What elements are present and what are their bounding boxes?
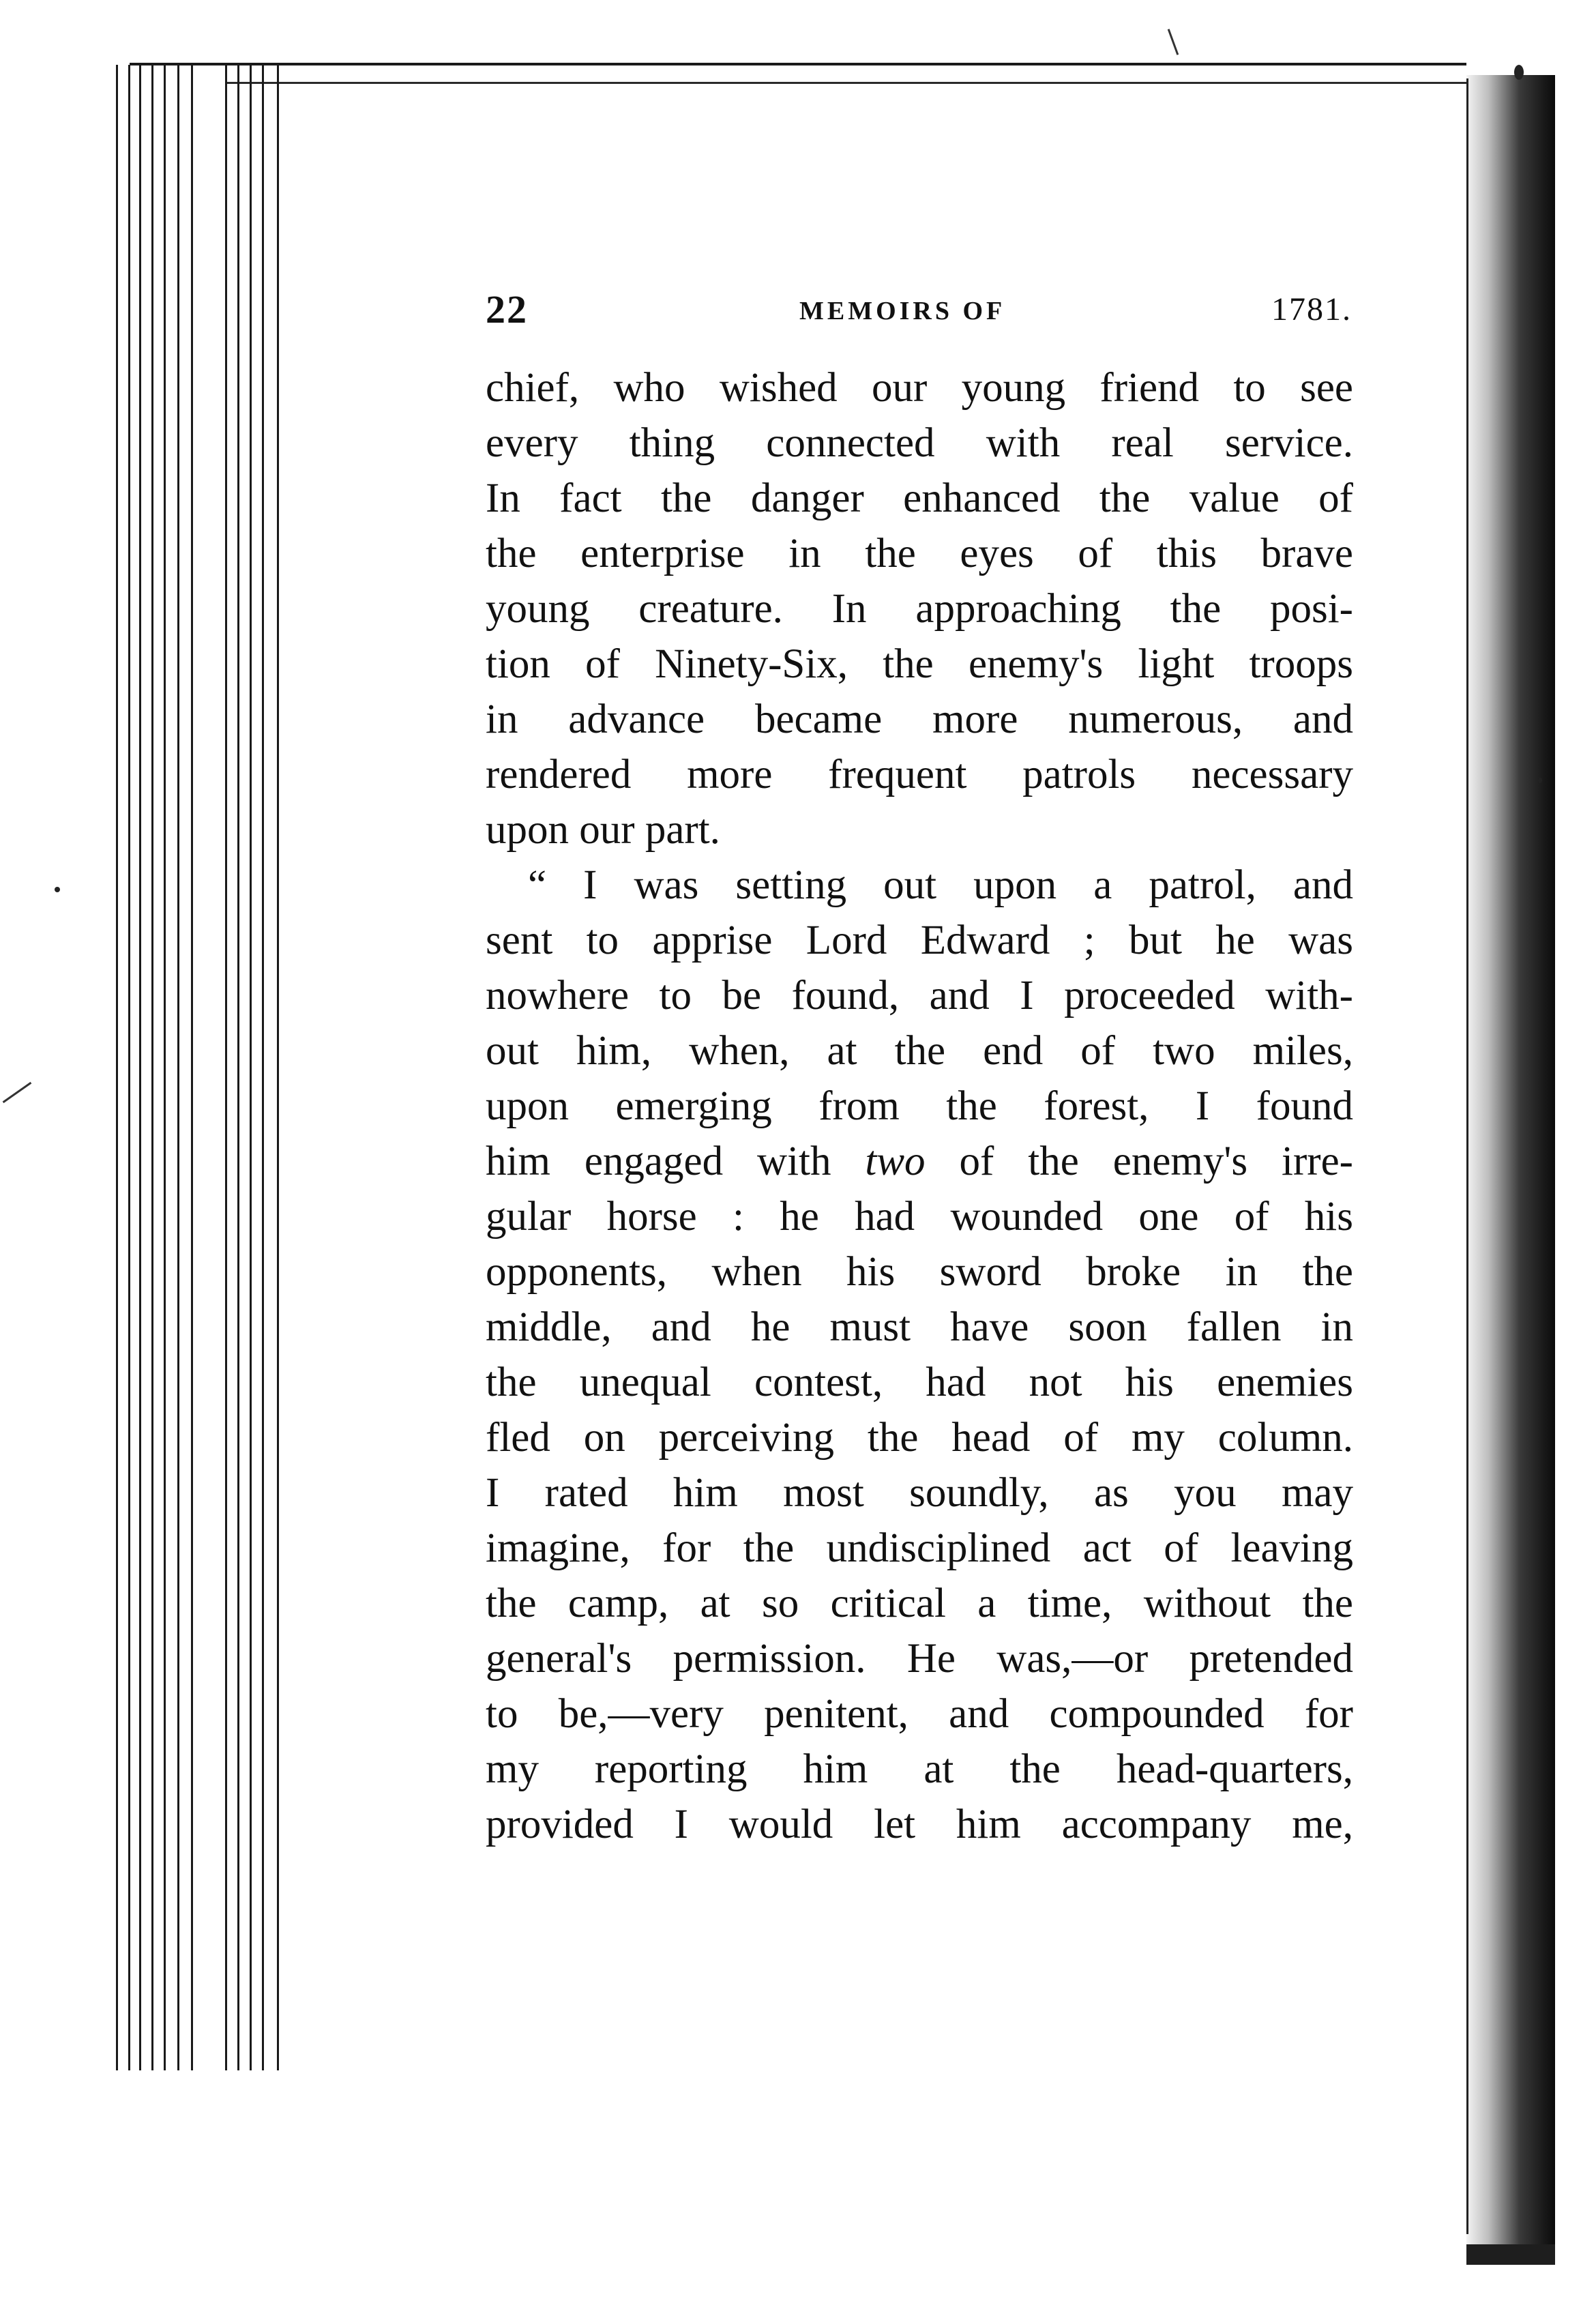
text-line: provided I would let him accompany me, xyxy=(486,1802,1353,1847)
page-top-edge xyxy=(130,63,1466,65)
binding-shadow xyxy=(1466,75,1555,2244)
text-line-with-italic xyxy=(486,1134,1353,1189)
line-segment: him engaged with xyxy=(486,1139,866,1184)
text-line: sent to apprise Lord Edward ; but he was xyxy=(486,918,1353,963)
text-line: general's permission. He was,—or pretended xyxy=(486,1636,1353,1682)
text-line: young creature. In approaching the posi- xyxy=(486,586,1353,632)
text-line: upon emerging from the forest, I found xyxy=(486,1083,1353,1129)
page-number: 22 xyxy=(486,287,528,332)
italic-word: two xyxy=(865,1139,926,1184)
page-right-edge xyxy=(1466,78,1468,2234)
header-year: 1781. xyxy=(1271,291,1352,327)
scan-speck xyxy=(1538,778,1542,783)
text-line: the camp, at so critical a time, without the xyxy=(486,1581,1353,1626)
text-line: fled on perceiving the head of my column. xyxy=(486,1415,1353,1461)
line-segment: of the enemy's irre- xyxy=(925,1139,1353,1184)
text-line: gular horse : he had wounded one of his xyxy=(486,1194,1353,1239)
scan-mark xyxy=(1168,29,1179,55)
text-line: the unequal contest, had not his enemies xyxy=(486,1360,1353,1405)
binding-bottom xyxy=(1466,2244,1555,2265)
scan-mark xyxy=(3,1082,32,1103)
text-line: In fact the danger enhanced the value of xyxy=(486,475,1353,521)
text-line: I rated him most soundly, as you may xyxy=(486,1470,1353,1516)
text-line: middle, and he must have soon fallen in xyxy=(486,1304,1353,1350)
text-line: chief, who wished our young friend to see xyxy=(486,365,1353,411)
text-line: nowhere to be found, and I proceeded with- xyxy=(486,973,1353,1018)
text-line: tion of Ninety-Six, the enemy's light troops xyxy=(486,641,1353,687)
body-text xyxy=(486,360,1353,1852)
text-line: imagine, for the undisciplined act of leaving xyxy=(486,1525,1353,1571)
text-line: rendered more frequent patrols necessary xyxy=(486,752,1353,797)
running-header xyxy=(486,287,1352,334)
running-title: MEMOIRS OF xyxy=(799,297,1006,325)
text-line: to be,—very penitent, and compounded for xyxy=(486,1691,1353,1737)
text-line: opponents, when his sword broke in the xyxy=(486,1249,1353,1295)
text-line: every thing connected with real service. xyxy=(486,420,1353,466)
paragraph-start-line: “ I was setting out upon a patrol, and xyxy=(528,862,1353,908)
text-line: out him, when, at the end of two miles, xyxy=(486,1028,1353,1074)
page-top-edge-inner xyxy=(225,82,1466,84)
text-line: in advance became more numerous, and xyxy=(486,696,1353,742)
paragraph-end-line: upon our part. xyxy=(486,807,720,853)
scan-speck xyxy=(1514,65,1524,80)
scan-speck xyxy=(55,887,60,892)
text-line: the enterprise in the eyes of this brave xyxy=(486,531,1353,576)
stacked-page-edges xyxy=(116,65,280,2070)
text-line: my reporting him at the head-quarters, xyxy=(486,1746,1353,1792)
